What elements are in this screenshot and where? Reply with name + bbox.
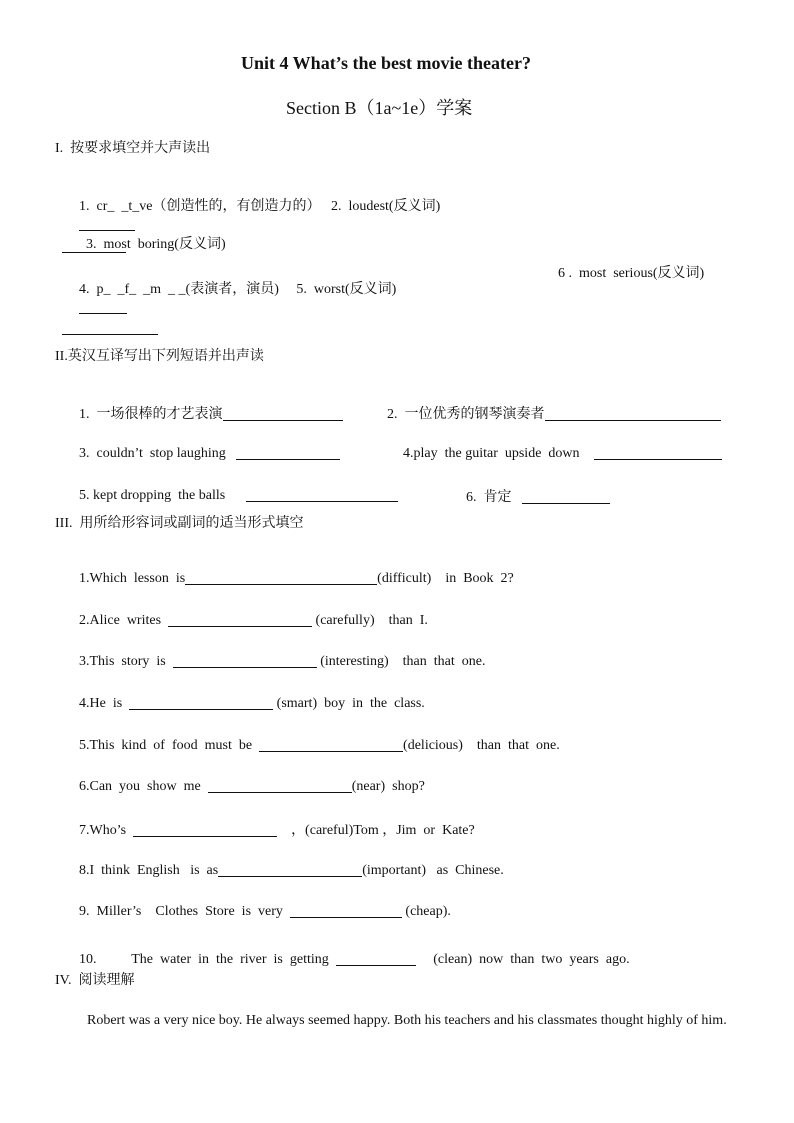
section-2-item-5: [72, 470, 398, 504]
item-text: 5. kept dropping the balls: [79, 488, 226, 503]
section-1-heading: I. 按要求填空并大声读出: [55, 141, 211, 156]
item-suffix: (delicious) than that one.: [403, 738, 560, 753]
answer-blank[interactable]: [133, 821, 277, 837]
answer-blank[interactable]: [62, 319, 158, 335]
section-3-heading: III. 用所给形容词或副词的适当形式填空: [55, 516, 304, 531]
exercise-item: [72, 720, 560, 754]
item-prefix: 3.This story is: [79, 654, 173, 669]
item-text: 3. couldn’t stop laughing: [79, 446, 226, 461]
exercise-item: [72, 761, 425, 795]
section-1-line-1-text: 1. cr_ _t_ve（创造性的，有创造力的） 2. loudest(反义词): [79, 199, 441, 214]
exercise-item: [72, 886, 451, 920]
item-suffix: (smart) boy in the class.: [273, 696, 425, 711]
section-1-line-1-text-b: 3. most boring(反义词): [79, 237, 226, 252]
answer-blank[interactable]: [173, 652, 317, 668]
answer-blank[interactable]: [129, 694, 273, 710]
exercise-item: [72, 934, 630, 968]
answer-blank[interactable]: [545, 405, 721, 421]
item-prefix: 7.Who’s: [79, 823, 134, 838]
exercise-item: [72, 678, 425, 712]
answer-blank[interactable]: [62, 237, 126, 253]
answer-blank[interactable]: [594, 444, 722, 460]
section-4-heading: IV. 阅读理解: [55, 973, 135, 988]
section-2-item-1: [72, 387, 343, 423]
item-text: 1. 一场很棒的才艺表演: [79, 407, 223, 422]
answer-blank[interactable]: [336, 950, 416, 966]
answer-blank[interactable]: [218, 861, 362, 877]
item-text: 6. 肯定: [466, 490, 512, 505]
item-prefix: 9. Miller’s Clothes Store is very: [79, 904, 290, 919]
answer-blank[interactable]: [236, 444, 340, 460]
item-prefix: 2.Alice writes: [79, 613, 169, 628]
answer-blank[interactable]: [246, 486, 398, 502]
item-text: 4.play the guitar upside down: [403, 446, 580, 461]
item-prefix: 4.He is: [79, 696, 130, 711]
item-suffix: (clean) now than two years ago.: [415, 952, 630, 967]
answer-blank[interactable]: [185, 569, 377, 585]
item-prefix: 1.Which lesson is: [79, 571, 186, 586]
answer-blank[interactable]: [522, 488, 610, 504]
section-1-line-1-continued: [55, 221, 126, 255]
section-2-item-4: [396, 428, 722, 462]
item-prefix: 10. The water in the river is getting: [79, 952, 336, 967]
item-suffix: (near) shop?: [351, 779, 425, 794]
item-text: 2. 一位优秀的钢琴演奏者: [387, 407, 545, 422]
section-1-line-2b: 6 . most serious(反义词): [558, 266, 705, 281]
section-2-heading: II.英汉互译写出下列短语并出声读: [55, 349, 264, 364]
item-prefix: 8.I think English is as: [79, 863, 219, 878]
page-subtitle: Section B（1a~1e）学案: [286, 98, 473, 118]
item-suffix: (difficult) in Book 2?: [377, 571, 514, 586]
exercise-item: [72, 553, 514, 587]
section-2-item-6: [459, 470, 610, 506]
answer-blank[interactable]: [259, 736, 403, 752]
section-2-item-2: [380, 387, 721, 423]
page-title: Unit 4 What’s the best movie theater?: [241, 53, 531, 73]
exercise-item: [72, 595, 428, 629]
answer-blank[interactable]: [208, 777, 352, 793]
reading-paragraph: Robert was a very nice boy. He always seemed happy. Both his teachers and his classmates thought highly of him.: [87, 1013, 727, 1028]
exercise-item: [72, 636, 485, 670]
section-1-line-2-continued: [55, 303, 158, 337]
answer-blank[interactable]: [223, 405, 343, 421]
exercise-item: [72, 845, 504, 879]
exercise-item: [72, 803, 475, 839]
item-prefix: 5.This kind of food must be: [79, 738, 260, 753]
answer-blank[interactable]: [290, 902, 402, 918]
item-suffix: (important) as Chinese.: [362, 863, 504, 878]
item-suffix: (carefully) than I.: [312, 613, 428, 628]
answer-blank[interactable]: [168, 611, 312, 627]
section-2-item-3: [72, 428, 340, 462]
item-prefix: 6.Can you show me: [79, 779, 208, 794]
item-suffix: ，(careful)Tom ，Jim or Kate?: [277, 823, 475, 838]
item-suffix: (interesting) than that one.: [316, 654, 486, 669]
section-1-line-1: [72, 179, 440, 253]
section-1-line-2-text: 4. p_ _f_ _m _ _(表演者，演员) 5. worst(反义词): [79, 282, 397, 297]
item-suffix: (cheap).: [401, 904, 451, 919]
